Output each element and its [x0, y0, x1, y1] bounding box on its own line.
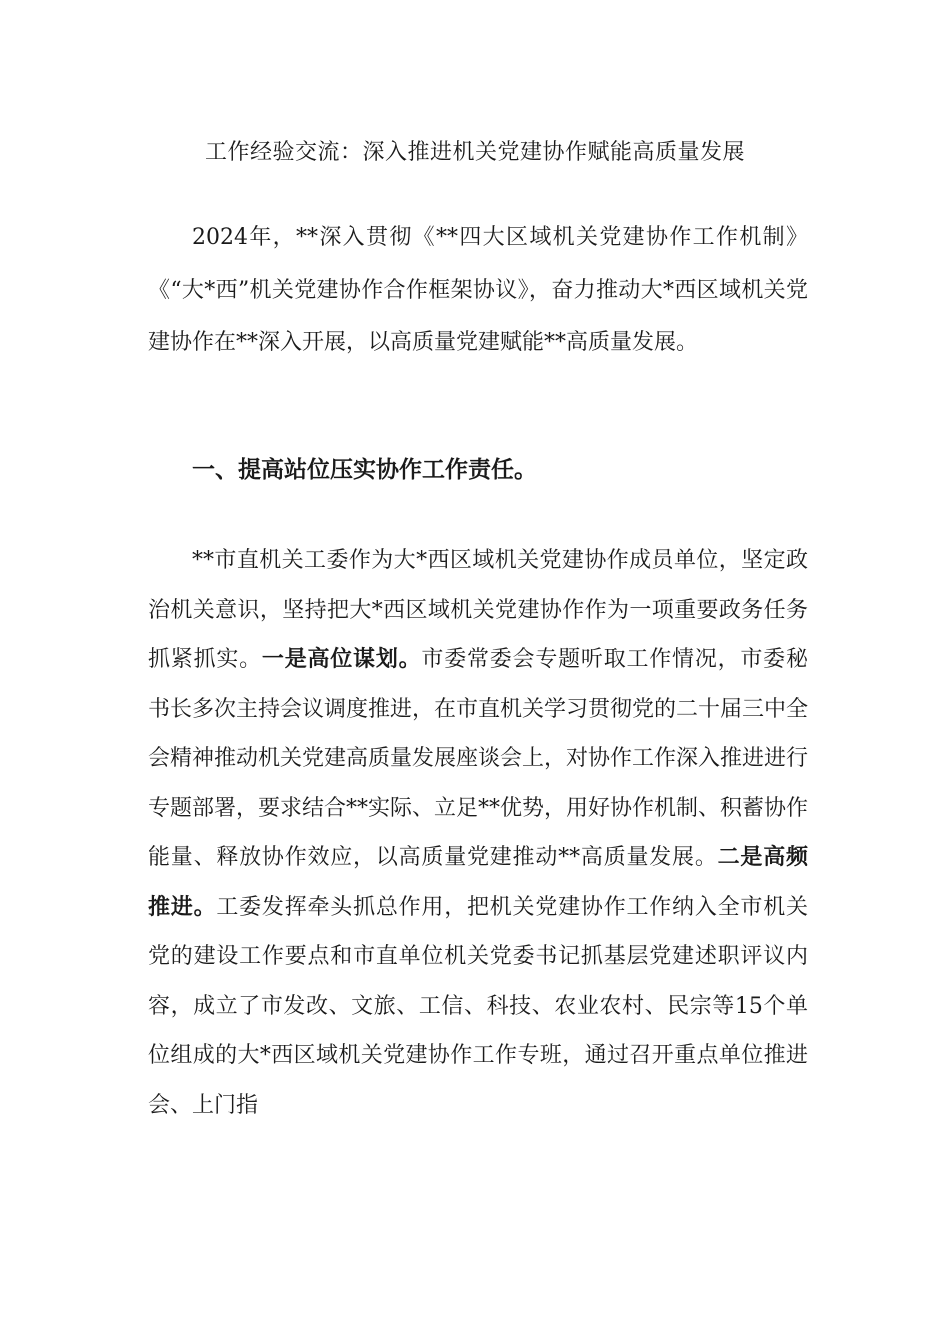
section-1-paragraph	[148, 536, 808, 1130]
point-1-label: 一是高位谋划。	[261, 647, 422, 672]
paragraph-lead: **市直机关工委作为大*西区域机关党建协作成员单位，坚定政治机关意识，坚持把大*西区域机关党建协作作为一项重要政务任务抓紧抓实。	[148, 548, 808, 672]
document-title: 工作经验交流：深入推进机关党建协作赋能高质量发展	[204, 140, 745, 165]
point-2-text: 工委发挥牵头抓总作用，把机关党建协作工作纳入全市机关党的建设工作要点和市直单位机关党委书记抓基层党建述职评议内容，成立了市发改、文旅、工信、科技、农业农村、民宗等15个单位组成的大*西区域机关党建协作工作专班，通过召开重点单位推进会、上门指	[148, 894, 808, 1118]
point-2-label: 二是高频推进。	[148, 845, 808, 920]
section-1-heading: 一、提高站位压实协作工作责任。	[192, 457, 537, 483]
intro-paragraph: 2024年，**深入贯彻《**四大区域机关党建协作工作机制》《“大*西”机关党建协作合作框架协议》，奋力推动大*西区域机关党建协作在**深入开展，以高质量党建赋能**高质量发展。	[148, 225, 808, 355]
point-1-text: 市委常委会专题听取工作情况，市委秘书长多次主持会议调度推进，在市直机关学习贯彻党的二十届三中全会精神推动机关党建高质量发展座谈会上，对协作工作深入推进进行专题部署，要求结合**实际、立足**优势，用好协作机制、积蓄协作能量、释放协作效应，以高质量党建推动**高质量发展。	[148, 647, 809, 870]
